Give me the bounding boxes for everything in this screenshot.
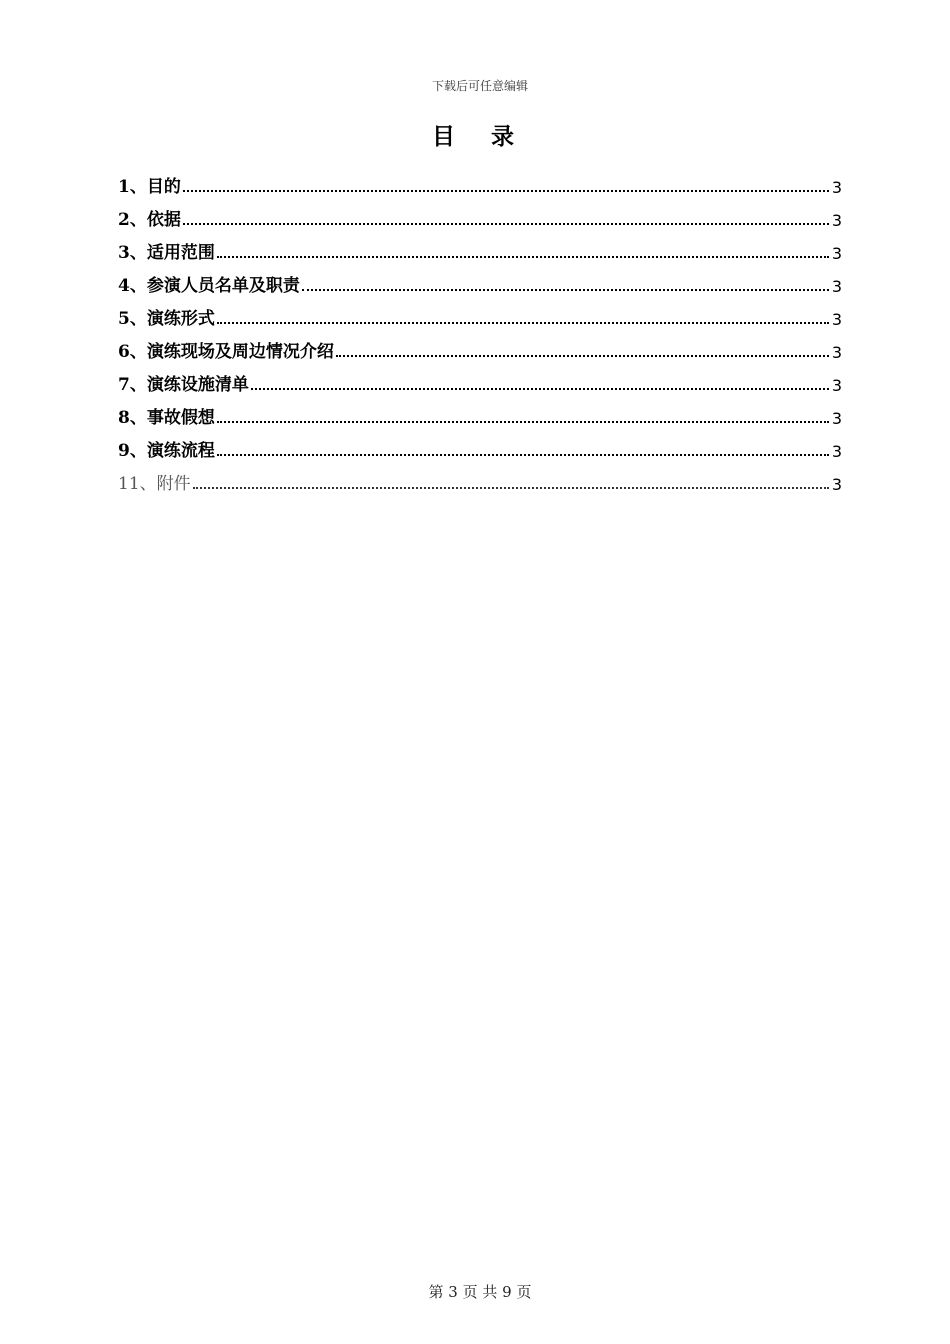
toc-entry-facility-list[interactable]	[118, 362, 842, 395]
toc-entry-label: 2、依据	[118, 210, 181, 230]
toc-entry-page: 3	[831, 409, 842, 428]
table-of-contents	[118, 164, 842, 494]
toc-entry-participants[interactable]	[118, 263, 842, 296]
toc-entry-label: 1、目的	[118, 177, 181, 197]
toc-dot-leader	[217, 454, 829, 456]
toc-entry-drill-process[interactable]	[118, 428, 842, 461]
toc-dot-leader	[183, 223, 829, 225]
toc-entry-page: 3	[831, 343, 842, 362]
toc-entry-label: 8、事故假想	[118, 408, 215, 428]
toc-dot-leader	[217, 322, 829, 324]
toc-dot-leader	[183, 190, 829, 192]
toc-entry-label: 4、参演人员名单及职责	[118, 276, 300, 296]
toc-entry-label: 5、演练形式	[118, 309, 215, 329]
toc-entry-accident-scenario[interactable]	[118, 395, 842, 428]
toc-entry-label: 7、演练设施清单	[118, 375, 249, 395]
toc-entry-page: 3	[831, 475, 842, 494]
toc-dot-leader	[217, 256, 829, 258]
toc-entry-drill-format[interactable]	[118, 296, 842, 329]
toc-entry-purpose[interactable]	[118, 164, 842, 197]
toc-entry-label: 9、演练流程	[118, 441, 215, 461]
toc-entry-page: 3	[831, 277, 842, 296]
toc-entry-label: 3、适用范围	[118, 243, 215, 263]
toc-entry-label: 6、演练现场及周边情况介绍	[118, 342, 334, 362]
toc-entry-page: 3	[831, 244, 842, 263]
page-footer: 第 3 页 共 9 页	[428, 1283, 532, 1301]
toc-entry-label: 11、附件	[118, 474, 191, 494]
toc-dot-leader	[217, 421, 829, 423]
toc-entry-page: 3	[831, 376, 842, 395]
toc-dot-leader	[193, 487, 829, 489]
toc-dot-leader	[336, 355, 829, 357]
toc-dot-leader	[302, 289, 829, 291]
toc-dot-leader	[251, 388, 829, 390]
toc-entry-page: 3	[831, 178, 842, 197]
toc-entry-site-overview[interactable]	[118, 329, 842, 362]
toc-entry-page: 3	[831, 442, 842, 461]
header-note: 下载后可任意编辑	[431, 79, 528, 93]
toc-title: 目 录	[431, 123, 528, 150]
toc-entry-scope[interactable]	[118, 230, 842, 263]
toc-entry-attachments[interactable]	[118, 461, 842, 494]
toc-entry-basis[interactable]	[118, 197, 842, 230]
toc-entry-page: 3	[831, 310, 842, 329]
toc-entry-page: 3	[831, 211, 842, 230]
